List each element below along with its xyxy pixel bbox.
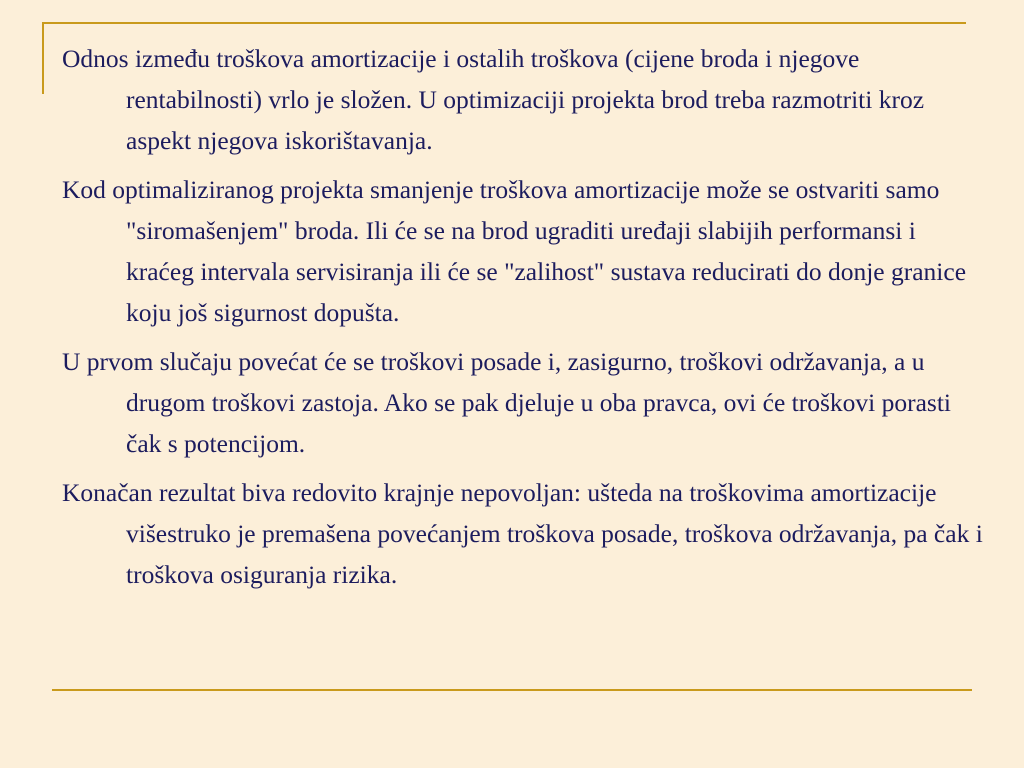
top-border-line xyxy=(42,22,966,24)
slide-body xyxy=(62,38,984,603)
paragraph-3: U prvom slučaju povećat će se troškovi posade i, zasigurno, troškovi održavanja, a u drugom troškovi zastoja. Ako se pak djeluje u oba pravca, ovi će troškovi porasti čak s potencijom. xyxy=(62,347,952,458)
left-border-line xyxy=(42,22,44,94)
paragraph-2: Kod optimaliziranog projekta smanjenje troškova amortizacije može se ostvariti samo "siromašenjem" broda. Ili će se na brod ugraditi uređaji slabijih performansi i kraćeg intervala servisiranja ili će se "zalihost" sustava reducirati do donje granice koju još sigurnost dopušta. xyxy=(62,175,967,327)
bottom-border-line xyxy=(52,689,972,691)
paragraph-1: Odnos između troškova amortizacije i ostalih troškova (cijene broda i njegove rentabilnosti) vrlo je složen. U optimizaciji projekta brod treba razmotriti kroz aspekt njegova iskorištavanja. xyxy=(62,44,925,155)
paragraph-4: Konačan rezultat biva redovito krajnje nepovoljan: ušteda na troškovima amortizacije višestruko je premašena povećanjem troškova posade, troškova održavanja, pa čak i troškova osiguranja rizika. xyxy=(62,478,983,589)
